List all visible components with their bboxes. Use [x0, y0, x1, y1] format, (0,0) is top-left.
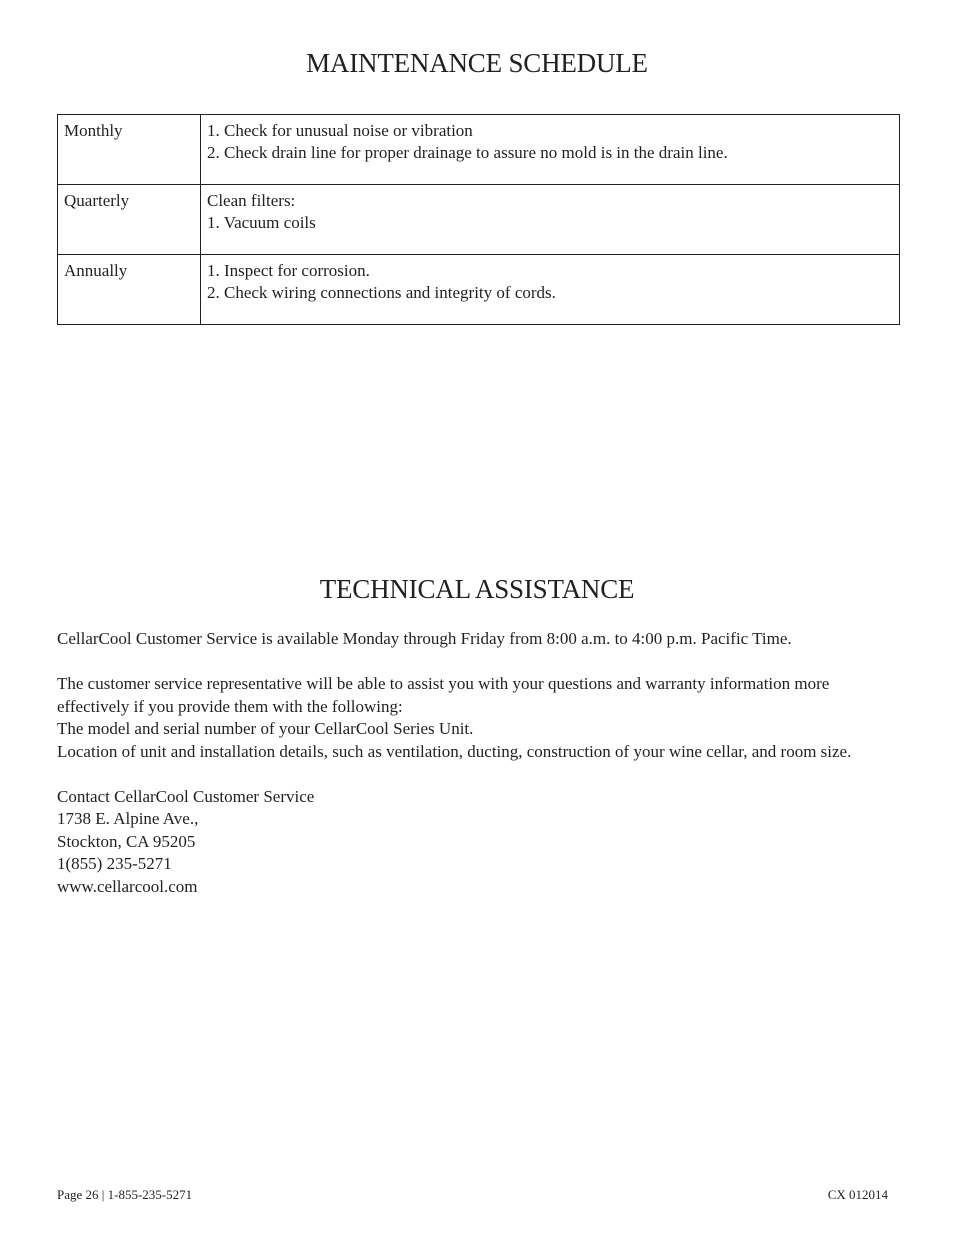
technical-assistance-title: TECHNICAL ASSISTANCE: [319, 574, 635, 604]
technical-assistance-body: [57, 628, 902, 898]
contact-website: www.cellarcool.com: [57, 876, 198, 896]
period-cell: Annually: [58, 255, 201, 325]
task-item: Clean filters:: [207, 191, 296, 210]
table-row: [58, 255, 900, 325]
maintenance-schedule-title: MAINTENANCE SCHEDULE: [306, 48, 648, 78]
task-item: 1. Inspect for corrosion.: [207, 261, 370, 280]
model-serial-item: The model and serial number of your CellarCool Series Unit.: [57, 719, 474, 738]
contact-heading: Contact CellarCool Customer Service: [57, 786, 315, 806]
task-item: 2. Check drain line for proper drainage to assure no mold is in the drain line.: [207, 143, 728, 162]
contact-city: Stockton, CA 95205: [57, 831, 196, 851]
task-item: 2. Check wiring connections and integrity of cords.: [207, 283, 556, 302]
task-item: 1. Check for unusual noise or vibration: [207, 121, 473, 140]
task-item: 1. Vacuum coils: [207, 213, 316, 232]
maintenance-schedule-table: [57, 114, 900, 325]
intro-paragraph: The customer service representative will be able to assist you with your questions and warranty information more effectively if you provide them with the following:: [57, 674, 830, 716]
tasks-cell: [201, 185, 900, 255]
tasks-cell: [201, 255, 900, 325]
footer-doc-code: CX 012014: [827, 1187, 888, 1202]
tasks-cell: [201, 115, 900, 185]
period-cell: Quarterly: [58, 185, 201, 255]
period-cell: Monthly: [58, 115, 201, 185]
contact-phone: 1(855) 235-5271: [57, 854, 172, 873]
table-row: [58, 185, 900, 255]
table-row: [58, 115, 900, 185]
location-details-item: Location of unit and installation details, such as ventilation, ducting, construction of your wine cellar, and room size.: [57, 741, 852, 761]
contact-street: 1738 E. Alpine Ave.,: [57, 809, 199, 828]
availability-paragraph: CellarCool Customer Service is available Monday through Friday from 8:00 a.m. to 4:00 p.m. Pacific Time.: [57, 629, 792, 648]
footer-page-info: Page 26 | 1-855-235-5271: [57, 1187, 193, 1202]
